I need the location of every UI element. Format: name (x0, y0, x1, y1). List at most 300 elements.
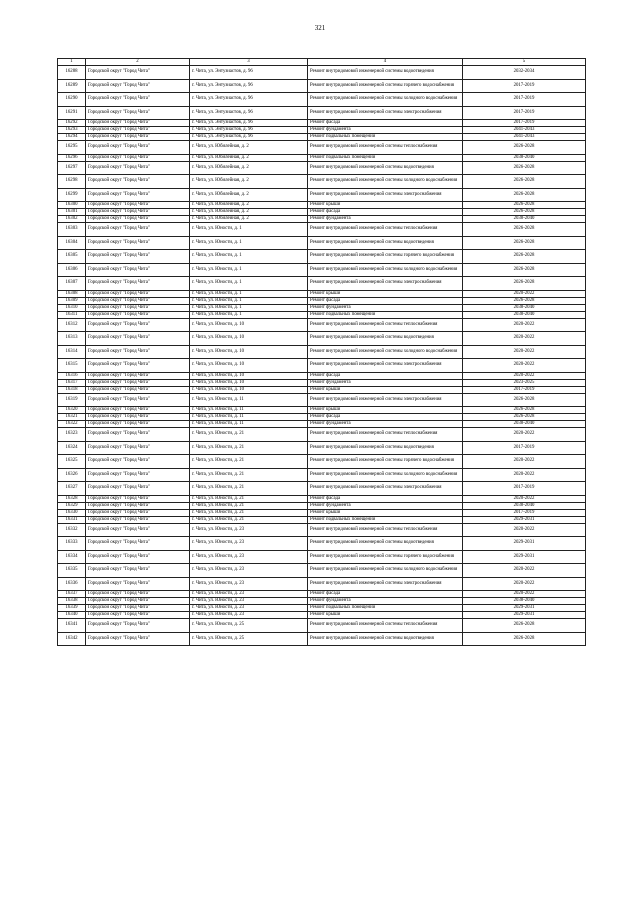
municipality-cell: Городской округ "Город Чита" (86, 66, 190, 80)
period-cell: 2026-2028 (463, 277, 586, 291)
address-cell: г. Чита, ул. Энтузиастов, д. 96 (190, 79, 308, 93)
municipality-cell: Городской округ "Город Чита" (86, 612, 190, 619)
address-cell: г. Чита, ул. Юности, д. 11 (190, 414, 308, 421)
municipality-cell: Городской округ "Город Чита" (86, 297, 190, 304)
period-cell: 2026-2028 (463, 250, 586, 264)
period-cell: 2038-2040 (463, 421, 586, 428)
period-cell: 2026-2028 (463, 175, 586, 189)
period-cell: 2023-2025 (463, 379, 586, 386)
municipality-cell: Городской округ "Город Чита" (86, 359, 190, 373)
municipality-cell: Городской округ "Город Чита" (86, 332, 190, 346)
row-number-cell: 16337 (58, 591, 86, 598)
period-cell: 2038-2040 (463, 304, 586, 311)
work-type-cell: Ремонт внутридомовой инженерной системы водоотведения (308, 332, 463, 346)
work-type-cell: Ремонт подвальных помещений (308, 311, 463, 318)
table-row (58, 250, 586, 264)
address-cell: г. Чита, ул. Юности, д. 23 (190, 550, 308, 564)
work-type-cell: Ремонт крыши (308, 386, 463, 393)
period-cell: 2038-2040 (463, 311, 586, 318)
row-number-cell: 16340 (58, 612, 86, 619)
table-row (58, 175, 586, 189)
address-cell: г. Чита, ул. Юности, д. 10 (190, 372, 308, 379)
work-type-cell: Ремонт внутридомовой инженерной системы водоотведения (308, 441, 463, 455)
work-type-cell: Ремонт внутридомовой инженерной системы электроснабжения (308, 106, 463, 120)
municipality-cell: Городской округ "Город Чита" (86, 386, 190, 393)
row-number-cell: 16300 (58, 202, 86, 209)
municipality-cell: Городской округ "Город Чита" (86, 134, 190, 141)
table-row (58, 495, 586, 502)
row-number-cell: 16295 (58, 141, 86, 155)
row-number-cell: 16299 (58, 188, 86, 202)
municipality-cell: Городской округ "Город Чита" (86, 577, 190, 591)
address-cell: г. Чита, ул. Юности, д. 10 (190, 386, 308, 393)
work-type-cell: Ремонт фасада (308, 372, 463, 379)
row-number-cell: 16297 (58, 161, 86, 175)
table-row (58, 379, 586, 386)
row-number-cell: 16293 (58, 127, 86, 134)
table-row (58, 93, 586, 107)
period-cell: 2020-2022 (463, 523, 586, 537)
row-number-cell: 16322 (58, 421, 86, 428)
work-type-cell: Ремонт внутридомовой инженерной системы электроснабжения (308, 482, 463, 496)
work-type-cell: Ремонт внутридомовой инженерной системы электроснабжения (308, 577, 463, 591)
row-number-cell: 16303 (58, 223, 86, 237)
address-cell: г. Чита, ул. Юности, д. 21 (190, 495, 308, 502)
municipality-cell: Городской округ "Город Чита" (86, 495, 190, 502)
work-type-cell: Ремонт фундамента (308, 598, 463, 605)
municipality-cell: Городской округ "Город Чита" (86, 591, 190, 598)
address-cell: г. Чита, ул. Юности, д. 1 (190, 263, 308, 277)
municipality-cell: Городской округ "Город Чита" (86, 345, 190, 359)
municipality-cell: Городской округ "Город Чита" (86, 79, 190, 93)
work-type-cell: Ремонт внутридомовой инженерной системы электроснабжения (308, 393, 463, 407)
row-number-cell: 16329 (58, 502, 86, 509)
municipality-cell: Городской округ "Город Чита" (86, 120, 190, 127)
period-cell: 2032-2034 (463, 66, 586, 80)
address-cell: г. Чита, ул. Юбилейная, д. 2 (190, 141, 308, 155)
row-number-cell: 16321 (58, 414, 86, 421)
municipality-cell: Городской округ "Город Чита" (86, 482, 190, 496)
address-cell: г. Чита, ул. Юности, д. 11 (190, 393, 308, 407)
table-row (58, 455, 586, 469)
address-cell: г. Чита, ул. Юбилейная, д. 2 (190, 209, 308, 216)
municipality-cell: Городской округ "Город Чита" (86, 632, 190, 646)
period-cell: 2017-2019 (463, 106, 586, 120)
table-row (58, 414, 586, 421)
table-row (58, 421, 586, 428)
work-type-cell: Ремонт внутридомовой инженерной системы электроснабжения (308, 188, 463, 202)
period-cell: 2026-2028 (463, 619, 586, 633)
municipality-cell: Городской округ "Город Чита" (86, 414, 190, 421)
work-type-cell: Ремонт фасада (308, 297, 463, 304)
address-cell: г. Чита, ул. Юбилейная, д. 2 (190, 216, 308, 223)
municipality-cell: Городской округ "Город Чита" (86, 372, 190, 379)
municipality-cell: Городской округ "Город Чита" (86, 318, 190, 332)
table-row (58, 318, 586, 332)
address-cell: г. Чита, ул. Юбилейная, д. 2 (190, 202, 308, 209)
period-cell: 2026-2028 (463, 161, 586, 175)
work-type-cell: Ремонт внутридомовой инженерной системы водоотведения (308, 66, 463, 80)
table-row (58, 161, 586, 175)
work-type-cell: Ремонт внутридомовой инженерной системы теплоснабжения (308, 141, 463, 155)
work-type-cell: Ремонт фасада (308, 209, 463, 216)
municipality-cell: Городской округ "Город Чита" (86, 250, 190, 264)
period-cell: 2029-2031 (463, 537, 586, 551)
period-cell: 2029-2031 (463, 550, 586, 564)
work-type-cell: Ремонт внутридомовой инженерной системы холодного водоснабжения (308, 345, 463, 359)
period-cell: 2020-2022 (463, 495, 586, 502)
work-type-cell: Ремонт крыши (308, 290, 463, 297)
address-cell: г. Чита, ул. Юности, д. 1 (190, 290, 308, 297)
row-number-cell: 16294 (58, 134, 86, 141)
period-cell: 2026-2028 (463, 632, 586, 646)
work-type-cell: Ремонт внутридомовой инженерной системы холодного водоснабжения (308, 263, 463, 277)
municipality-cell: Городской округ "Город Чита" (86, 598, 190, 605)
table-row (58, 120, 586, 127)
row-number-cell: 16330 (58, 509, 86, 516)
municipality-cell: Городской округ "Город Чита" (86, 550, 190, 564)
row-number-cell: 16311 (58, 311, 86, 318)
row-number-cell: 16335 (58, 564, 86, 578)
period-cell: 2017-2019 (463, 79, 586, 93)
municipality-cell: Городской округ "Город Чита" (86, 141, 190, 155)
address-cell: г. Чита, ул. Юности, д. 1 (190, 223, 308, 237)
period-cell: 2020-2022 (463, 591, 586, 598)
work-type-cell: Ремонт фундамента (308, 379, 463, 386)
work-type-cell: Ремонт внутридомовой инженерной системы теплоснабжения (308, 223, 463, 237)
row-number-cell: 16341 (58, 619, 86, 633)
column-header: 2 (86, 59, 190, 66)
table-row (58, 372, 586, 379)
table-row (58, 407, 586, 414)
table-row (58, 598, 586, 605)
work-type-cell: Ремонт внутридомовой инженерной системы теплоснабжения (308, 318, 463, 332)
municipality-cell: Городской округ "Город Чита" (86, 209, 190, 216)
column-header: 5 (463, 59, 586, 66)
table-row (58, 154, 586, 161)
row-number-cell: 16326 (58, 468, 86, 482)
work-type-cell: Ремонт внутридомовой инженерной системы холодного водоснабжения (308, 468, 463, 482)
column-header: 3 (190, 59, 308, 66)
period-cell: 2020-2022 (463, 577, 586, 591)
table-row (58, 216, 586, 223)
row-number-cell: 16310 (58, 304, 86, 311)
address-cell: г. Чита, ул. Юности, д. 10 (190, 332, 308, 346)
address-cell: г. Чита, ул. Юности, д. 21 (190, 455, 308, 469)
address-cell: г. Чита, ул. Юности, д. 21 (190, 428, 308, 442)
municipality-cell: Городской округ "Город Чита" (86, 127, 190, 134)
table-row (58, 188, 586, 202)
table-row (58, 127, 586, 134)
table-row (58, 359, 586, 373)
municipality-cell: Городской округ "Город Чита" (86, 93, 190, 107)
work-type-cell: Ремонт подвальных помещений (308, 605, 463, 612)
row-number-cell: 16338 (58, 598, 86, 605)
address-cell: г. Чита, ул. Юности, д. 25 (190, 632, 308, 646)
work-type-cell: Ремонт крыши (308, 202, 463, 209)
work-type-cell: Ремонт крыши (308, 612, 463, 619)
work-type-cell: Ремонт внутридомовой инженерной системы холодного водоснабжения (308, 175, 463, 189)
municipality-cell: Городской округ "Город Чита" (86, 379, 190, 386)
period-cell: 2026-2028 (463, 414, 586, 421)
period-cell: 2017-2019 (463, 386, 586, 393)
row-number-cell: 16320 (58, 407, 86, 414)
table-row (58, 141, 586, 155)
period-cell: 2026-2028 (463, 393, 586, 407)
work-type-cell: Ремонт внутридомовой инженерной системы водоотведения (308, 632, 463, 646)
table-row (58, 482, 586, 496)
table-row (58, 441, 586, 455)
address-cell: г. Чита, ул. Энтузиастов, д. 96 (190, 93, 308, 107)
municipality-cell: Городской округ "Город Чита" (86, 537, 190, 551)
period-cell: 2026-2028 (463, 202, 586, 209)
municipality-cell: Городской округ "Город Чита" (86, 263, 190, 277)
address-cell: г. Чита, ул. Юности, д. 21 (190, 441, 308, 455)
row-number-cell: 16324 (58, 441, 86, 455)
period-cell: 2017-2019 (463, 509, 586, 516)
table-header-row (58, 59, 586, 66)
municipality-cell: Городской округ "Город Чита" (86, 236, 190, 250)
address-cell: г. Чита, ул. Юности, д. 11 (190, 407, 308, 414)
municipality-cell: Городской округ "Город Чита" (86, 605, 190, 612)
row-number-cell: 16292 (58, 120, 86, 127)
address-cell: г. Чита, ул. Юности, д. 23 (190, 564, 308, 578)
row-number-cell: 16328 (58, 495, 86, 502)
period-cell: 2017-2019 (463, 482, 586, 496)
address-cell: г. Чита, ул. Юности, д. 21 (190, 509, 308, 516)
work-type-cell: Ремонт фундамента (308, 216, 463, 223)
row-number-cell: 16296 (58, 154, 86, 161)
table-row (58, 66, 586, 80)
work-type-cell: Ремонт фундамента (308, 304, 463, 311)
municipality-cell: Городской округ "Город Чита" (86, 106, 190, 120)
municipality-cell: Городской округ "Город Чита" (86, 564, 190, 578)
table-row (58, 202, 586, 209)
period-cell: 2029-2031 (463, 605, 586, 612)
table-row (58, 304, 586, 311)
address-cell: г. Чита, ул. Юности, д. 1 (190, 236, 308, 250)
row-number-cell: 16325 (58, 455, 86, 469)
table-row (58, 106, 586, 120)
row-number-cell: 16314 (58, 345, 86, 359)
period-cell: 2017-2019 (463, 120, 586, 127)
work-type-cell: Ремонт внутридомовой инженерной системы холодного водоснабжения (308, 93, 463, 107)
address-cell: г. Чита, ул. Юности, д. 21 (190, 468, 308, 482)
address-cell: г. Чита, ул. Юбилейная, д. 2 (190, 175, 308, 189)
municipality-cell: Городской округ "Город Чита" (86, 188, 190, 202)
address-cell: г. Чита, ул. Юности, д. 10 (190, 318, 308, 332)
row-number-cell: 16288 (58, 66, 86, 80)
table-row (58, 537, 586, 551)
municipality-cell: Городской округ "Город Чита" (86, 216, 190, 223)
work-type-cell: Ремонт фасада (308, 120, 463, 127)
period-cell: 2020-2022 (463, 332, 586, 346)
work-type-cell: Ремонт внутридомовой инженерной системы теплоснабжения (308, 428, 463, 442)
period-cell: 2020-2022 (463, 290, 586, 297)
municipality-cell: Городской округ "Город Чита" (86, 277, 190, 291)
row-number-cell: 16313 (58, 332, 86, 346)
table-row (58, 523, 586, 537)
work-type-cell: Ремонт крыши (308, 407, 463, 414)
work-type-cell: Ремонт внутридомовой инженерной системы водоотведения (308, 161, 463, 175)
municipality-cell: Городской округ "Город Чита" (86, 407, 190, 414)
address-cell: г. Чита, ул. Юности, д. 25 (190, 619, 308, 633)
row-number-cell: 16289 (58, 79, 86, 93)
address-cell: г. Чита, ул. Юности, д. 1 (190, 304, 308, 311)
table-row (58, 263, 586, 277)
work-type-cell: Ремонт внутридомовой инженерной системы теплоснабжения (308, 523, 463, 537)
table-row (58, 591, 586, 598)
address-cell: г. Чита, ул. Юности, д. 11 (190, 421, 308, 428)
address-cell: г. Чита, ул. Юности, д. 21 (190, 482, 308, 496)
table-row (58, 577, 586, 591)
table-row (58, 564, 586, 578)
period-cell: 2026-2028 (463, 209, 586, 216)
period-cell: 2026-2028 (463, 407, 586, 414)
municipality-cell: Городской округ "Город Чита" (86, 161, 190, 175)
period-cell: 2026-2028 (463, 188, 586, 202)
municipality-cell: Городской округ "Город Чита" (86, 468, 190, 482)
work-type-cell: Ремонт фасада (308, 495, 463, 502)
address-cell: г. Чита, ул. Энтузиастов, д. 96 (190, 134, 308, 141)
period-cell: 2029-2031 (463, 516, 586, 523)
period-cell: 2038-2040 (463, 598, 586, 605)
work-type-cell: Ремонт внутридомовой инженерной системы горячего водоснабжения (308, 455, 463, 469)
municipality-cell: Городской округ "Город Чита" (86, 516, 190, 523)
row-number-cell: 16298 (58, 175, 86, 189)
period-cell: 2026-2028 (463, 263, 586, 277)
period-cell: 2038-2040 (463, 216, 586, 223)
period-cell: 2026-2028 (463, 223, 586, 237)
row-number-cell: 16334 (58, 550, 86, 564)
page-number: 321 (314, 24, 326, 32)
period-cell: 2020-2022 (463, 318, 586, 332)
table-row (58, 345, 586, 359)
row-number-cell: 16290 (58, 93, 86, 107)
address-cell: г. Чита, ул. Юности, д. 1 (190, 277, 308, 291)
table-row (58, 209, 586, 216)
row-number-cell: 16319 (58, 393, 86, 407)
column-header: 4 (308, 59, 463, 66)
address-cell: г. Чита, ул. Юности, д. 10 (190, 379, 308, 386)
row-number-cell: 16291 (58, 106, 86, 120)
table-row (58, 550, 586, 564)
row-number-cell: 16302 (58, 216, 86, 223)
address-cell: г. Чита, ул. Юности, д. 23 (190, 598, 308, 605)
table-row (58, 79, 586, 93)
table-row (58, 236, 586, 250)
table-row (58, 393, 586, 407)
row-number-cell: 16331 (58, 516, 86, 523)
municipality-cell: Городской округ "Город Чита" (86, 523, 190, 537)
work-type-cell: Ремонт внутридомовой инженерной системы горячего водоснабжения (308, 250, 463, 264)
period-cell: 2026-2028 (463, 141, 586, 155)
work-type-cell: Ремонт внутридомовой инженерной системы горячего водоснабжения (308, 550, 463, 564)
row-number-cell: 16316 (58, 372, 86, 379)
period-cell: 2038-2040 (463, 154, 586, 161)
period-cell: 2038-2040 (463, 502, 586, 509)
address-cell: г. Чита, ул. Юности, д. 23 (190, 523, 308, 537)
row-number-cell: 16315 (58, 359, 86, 373)
address-cell: г. Чита, ул. Энтузиастов, д. 96 (190, 66, 308, 80)
work-type-cell: Ремонт внутридомовой инженерной системы теплоснабжения (308, 619, 463, 633)
address-cell: г. Чита, ул. Юности, д. 23 (190, 612, 308, 619)
table-row (58, 509, 586, 516)
municipality-cell: Городской округ "Город Чита" (86, 502, 190, 509)
work-type-cell: Ремонт внутридомовой инженерной системы холодного водоснабжения (308, 564, 463, 578)
table-row (58, 223, 586, 237)
work-type-cell: Ремонт фасада (308, 414, 463, 421)
row-number-cell: 16333 (58, 537, 86, 551)
table-row (58, 311, 586, 318)
period-cell: 2026-2028 (463, 297, 586, 304)
registry-table (57, 58, 586, 646)
municipality-cell: Городской округ "Город Чита" (86, 441, 190, 455)
row-number-cell: 16305 (58, 250, 86, 264)
table-row (58, 297, 586, 304)
municipality-cell: Городской округ "Город Чита" (86, 304, 190, 311)
table-body (58, 66, 586, 646)
table-row (58, 612, 586, 619)
work-type-cell: Ремонт фасада (308, 591, 463, 598)
table-row (58, 290, 586, 297)
work-type-cell: Ремонт фундамента (308, 127, 463, 134)
table-row (58, 386, 586, 393)
row-number-cell: 16342 (58, 632, 86, 646)
period-cell: 2029-2031 (463, 612, 586, 619)
row-number-cell: 16306 (58, 263, 86, 277)
period-cell: 2020-2022 (463, 345, 586, 359)
work-type-cell: Ремонт фундамента (308, 421, 463, 428)
address-cell: г. Чита, ул. Юности, д. 1 (190, 297, 308, 304)
work-type-cell: Ремонт крыши (308, 509, 463, 516)
work-type-cell: Ремонт внутридомовой инженерной системы водоотведения (308, 537, 463, 551)
address-cell: г. Чита, ул. Энтузиастов, д. 96 (190, 120, 308, 127)
table-row (58, 605, 586, 612)
row-number-cell: 16304 (58, 236, 86, 250)
row-number-cell: 16317 (58, 379, 86, 386)
table-row (58, 468, 586, 482)
table-row (58, 516, 586, 523)
address-cell: г. Чита, ул. Юности, д. 23 (190, 605, 308, 612)
municipality-cell: Городской округ "Город Чита" (86, 393, 190, 407)
address-cell: г. Чита, ул. Юности, д. 10 (190, 359, 308, 373)
period-cell: 2020-2022 (463, 455, 586, 469)
work-type-cell: Ремонт подвальных помещений (308, 154, 463, 161)
row-number-cell: 16332 (58, 523, 86, 537)
work-type-cell: Ремонт внутридомовой инженерной системы горячего водоснабжения (308, 79, 463, 93)
municipality-cell: Городской округ "Город Чита" (86, 290, 190, 297)
municipality-cell: Городской округ "Город Чита" (86, 202, 190, 209)
work-type-cell: Ремонт подвальных помещений (308, 516, 463, 523)
period-cell: 2017-2019 (463, 93, 586, 107)
work-type-cell: Ремонт фундамента (308, 502, 463, 509)
address-cell: г. Чита, ул. Юности, д. 21 (190, 502, 308, 509)
address-cell: г. Чита, ул. Юности, д. 1 (190, 250, 308, 264)
work-type-cell: Ремонт внутридомовой инженерной системы электроснабжения (308, 277, 463, 291)
municipality-cell: Городской округ "Город Чита" (86, 428, 190, 442)
period-cell: 2026-2028 (463, 236, 586, 250)
row-number-cell: 16301 (58, 209, 86, 216)
period-cell: 2020-2022 (463, 564, 586, 578)
work-type-cell: Ремонт внутридомовой инженерной системы водоотведения (308, 236, 463, 250)
period-cell: 2041-2043 (463, 127, 586, 134)
municipality-cell: Городской округ "Город Чита" (86, 175, 190, 189)
address-cell: г. Чита, ул. Юности, д. 10 (190, 345, 308, 359)
address-cell: г. Чита, ул. Юбилейная, д. 2 (190, 161, 308, 175)
row-number-cell: 16339 (58, 605, 86, 612)
column-header: 1 (58, 59, 86, 66)
